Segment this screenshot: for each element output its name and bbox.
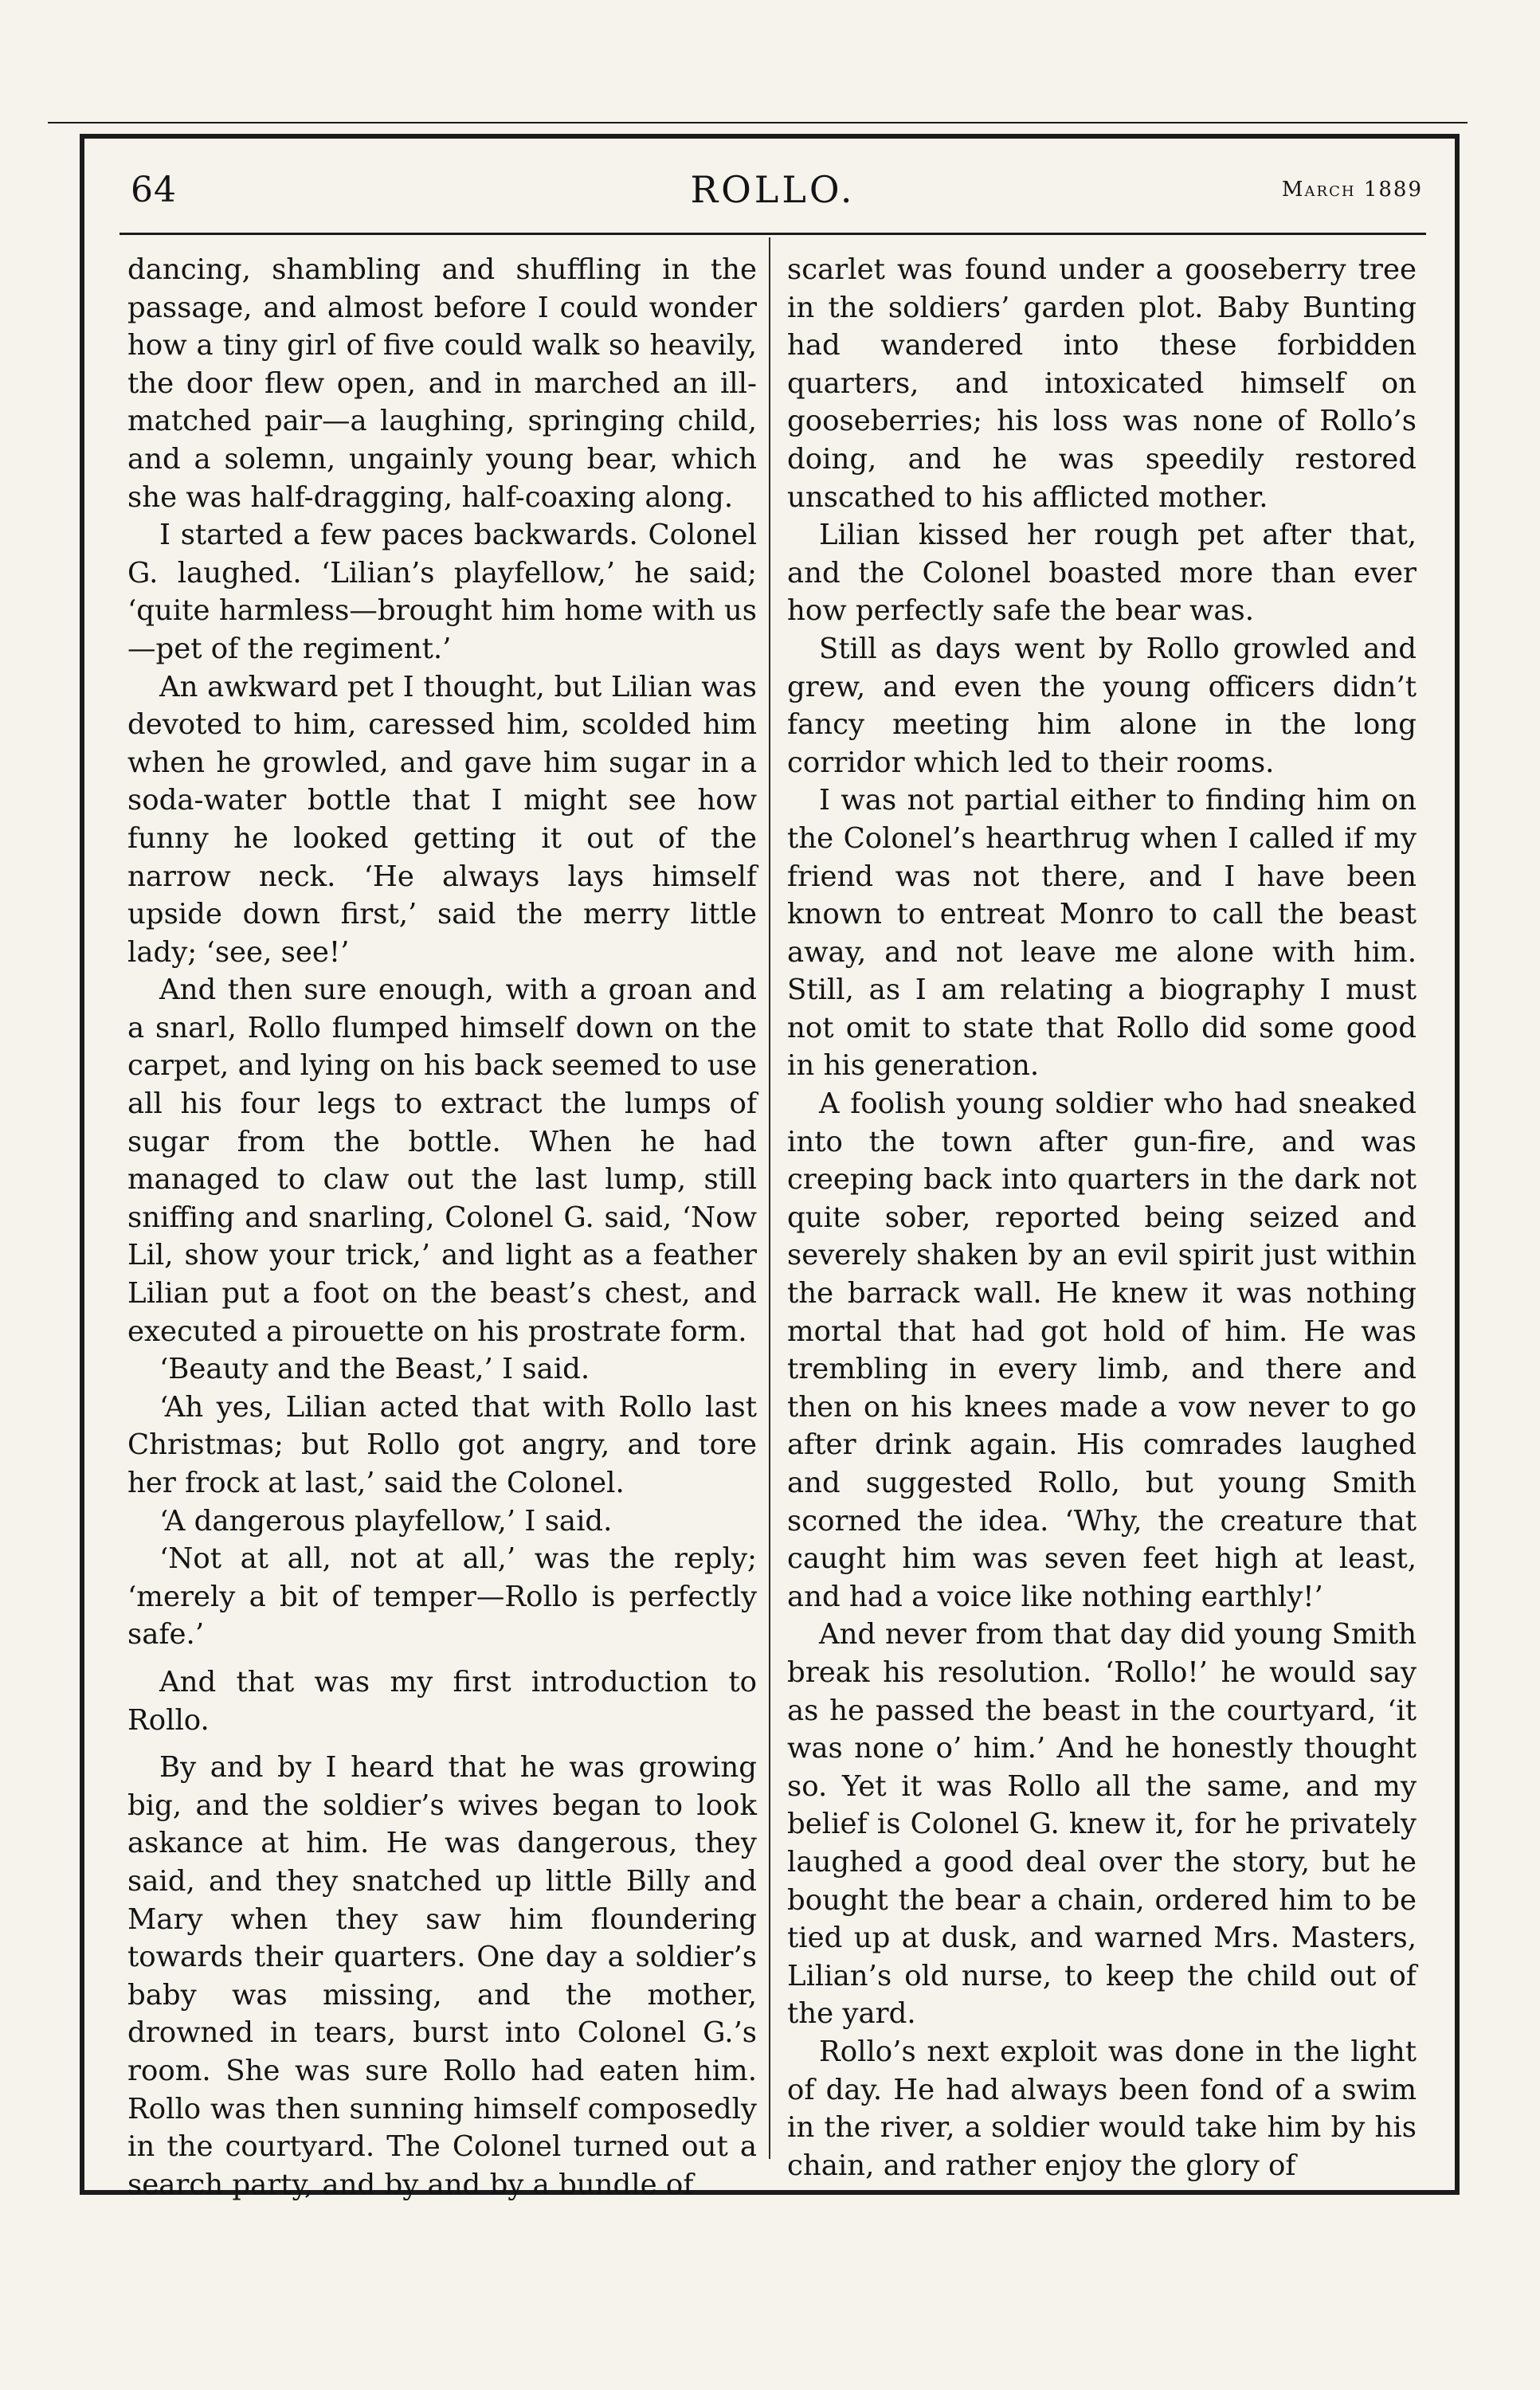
paragraph: ‘Ah yes, Lilian acted that with Rollo last Christmas; but Rollo got angry, and tore her frock at last,’ said the Colonel. [127,1390,757,1499]
top-rule [48,122,1468,123]
paragraph: dancing, shambling and shuffling in the passage, and almost before I could wonder how a tiny girl of five could walk so heavily, the door flew open, and in marched an ill-matched pair—a laughing, springing child, and a solemn, ungainly young bear, which she was half-dragging, half-coaxing along. [127,253,757,514]
paragraph: I was not partial either to finding him on the Colonel’s hearthrug when I called if my friend was not there, and I have been known to entreat Monro to call the beast away, and not leave me alone with him. Still, as I am relating a biography I must not omit to state that Rollo did some good in his generation. [787,784,1417,1083]
paragraph: Lilian kissed her rough pet after that, and the Colonel boasted more than ever how perfectly safe the bear was. [787,519,1417,628]
header-rule [120,233,1426,235]
paragraph: By and by I heard that he was growing big, and the soldier’s wives began to look askance at him. He was dangerous, they said, and they snatched up little Billy and Mary when they saw him floundering towards their quarters. One day a soldier’s baby was missing, and the mother, drowned in tears, burst into Colonel G.’s room. She was sure Rollo had eaten him. Rollo was then sunning himself composedly in the courtyard. The Colonel turned out a search party, and by and by a bundle of [127,1751,757,2201]
paragraph: A foolish young soldier who had sneaked into the town after gun-fire, and was creeping back into quarters in the dark not quite sober, reported being seized and severely shaken by an evil spirit just within the barrack wall. He knew it was nothing mortal that had got hold of him. He was trembling in every limb, and there and then on his knees made a vow never to go after drink again. His comrades laughed and suggested Rollo, but young Smith scorned the idea. ‘Why, the creature that caught him was seven feet high at least, and had a voice like nothing earthly!’ [787,1087,1417,1613]
paragraph: Still as days went by Rollo growled and grew, and even the young officers didn’t fancy meeting him alone in the long corridor which led to their rooms. [787,632,1417,779]
page-number: 64 [131,170,177,210]
paragraph: And then sure enough, with a groan and a snarl, Rollo flumped himself down on the carpet, and lying on his back seemed to use all his four legs to extract the lumps of sugar from the bottle. When he had managed to claw out the last lump, still sniffing and snarling, Colonel G. said, ‘Now Lil, show your trick,’ and light as a feather Lilian put a foot on the beast’s chest, and executed a pirouette on his prostrate form. [127,974,757,1348]
paragraph: Rollo’s next exploit was done in the light of day. He had always been fond of a swim in the river, a soldier would take him by his chain, and rather enjoy the glory of [787,2035,1417,2182]
paragraph: An awkward pet I thought, but Lilian was devoted to him, caressed him, scolded him when he growled, and gave him sugar in a soda-water bottle that I might see how funny he looked getting it out of the narrow neck. ‘He always lays himself upside down first,’ said the merry little lady; ‘see, see!’ [127,670,757,969]
running-title: ROLLO. [690,168,856,211]
paragraph: scarlet was found under a gooseberry tree in the soldiers’ garden plot. Baby Bunting had wandered into these forbidden quarters, and intoxicated himself on gooseberries; his loss was none of Rollo’s doing, and he was speedily restored unscathed to his afflicted mother. [787,253,1417,514]
page-header [120,163,1426,227]
paragraph: And never from that day did young Smith break his resolution. ‘Rollo!’ he would say as he passed the beast in the courtyard, ‘it was none o’ him.’ And he honestly thought so. Yet it was Rollo all the same, and my belief is Colonel G. knew it, for he privately laughed a good deal over the story, but he bought the bear a chain, ordered him to be tied up at dusk, and warned Mrs. Masters, Lilian’s old nurse, to keep the child out of the yard. [787,1618,1417,2031]
paragraph: ‘A dangerous playfellow,’ I said. [159,1504,613,1538]
issue-date: March 1889 [1281,178,1423,202]
paragraph: ‘Not at all, not at all,’ was the reply; ‘merely a bit of temper—Rollo is perfectly safe.’ [127,1542,757,1651]
left-column [127,251,757,2201]
right-column [787,251,1417,2182]
paragraph: And that was my first introduction to Rollo. [127,1665,757,1737]
paragraph: ‘Beauty and the Beast,’ I said. [159,1353,590,1386]
column-divider [769,237,770,2159]
paragraph: I started a few paces backwards. Colonel G. laughed. ‘Lilian’s playfellow,’ he said; ‘quite harmless—brought him home with us—pet of the regiment.’ [127,519,757,665]
